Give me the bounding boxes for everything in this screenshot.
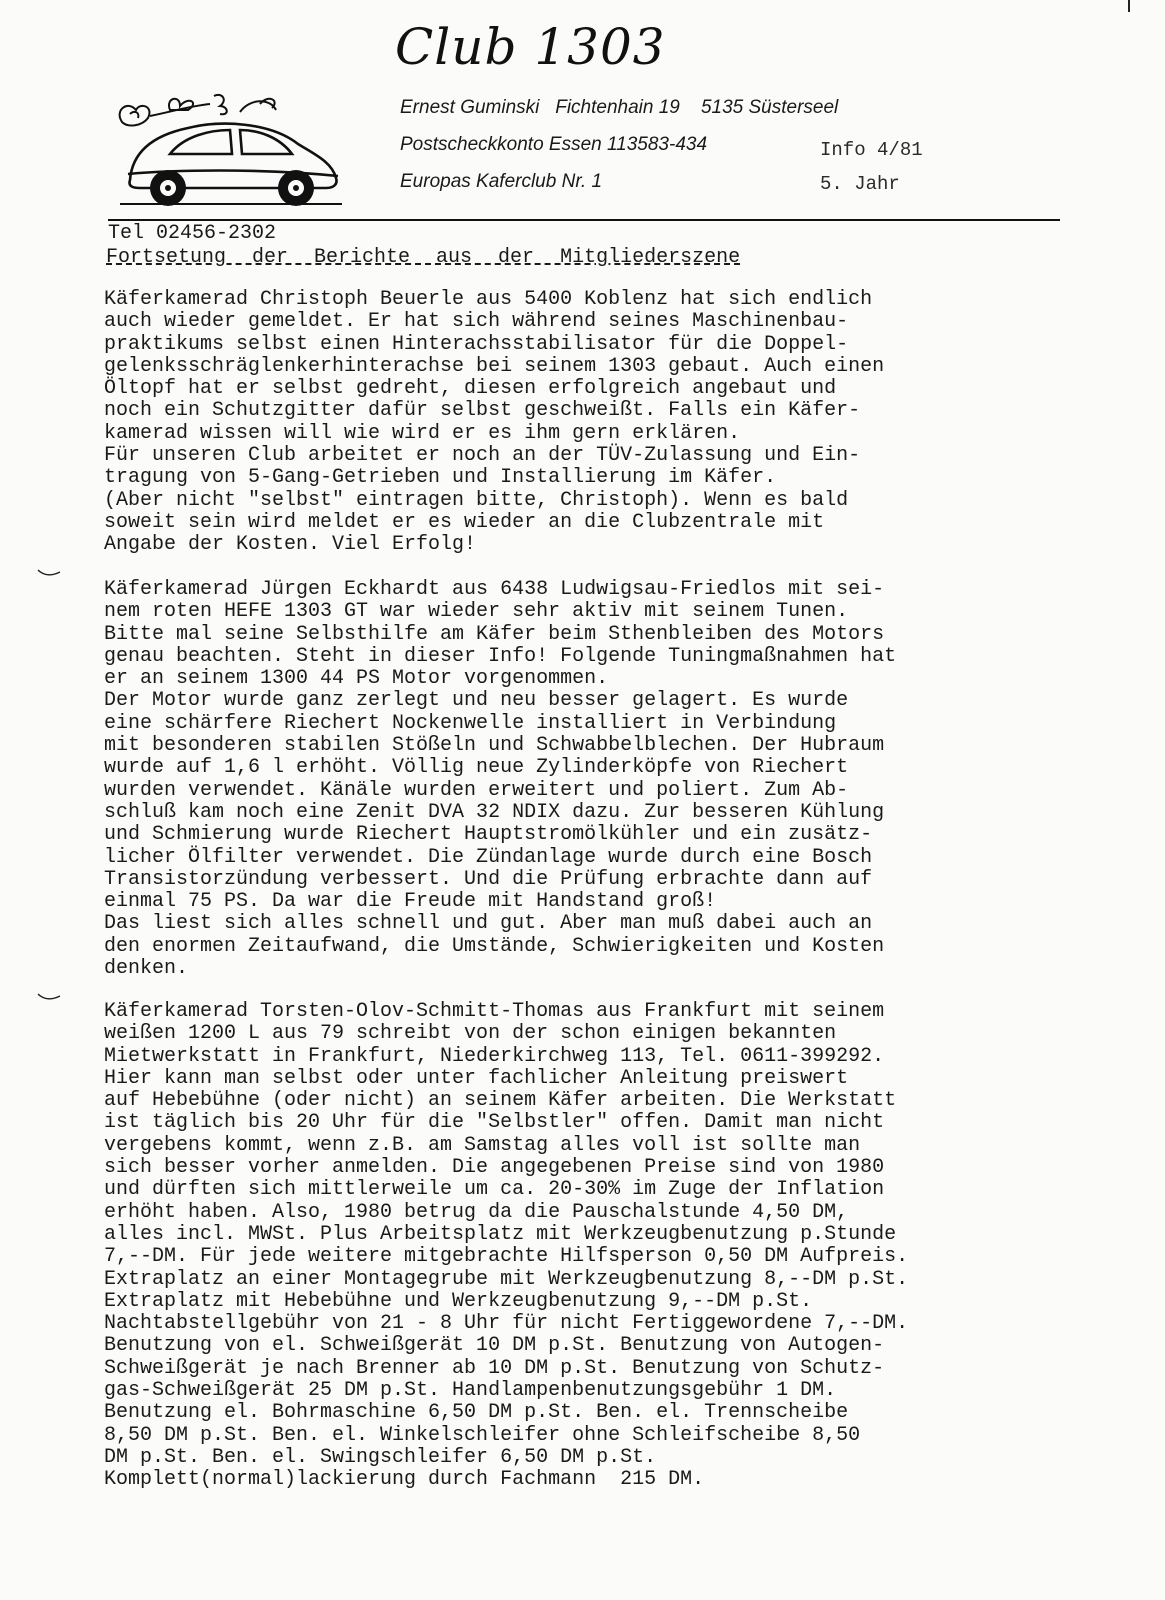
telephone: Tel 02456-2302 [108,222,277,245]
text-line: weißen 1200 L aus 79 schreibt von der schon einigen bekannten [104,1022,837,1046]
text-line: Bitte mal seine Selbsthilfe am Käfer beim Sthenbleiben des Motors [104,622,885,646]
club-title: Club 1303 [395,18,666,76]
text-line: gas-Schweißgerät 25 DM p.St. Handlampenbenutzungsgebühr 1 DM. [104,1379,837,1403]
club-account: Postscheckkonto Essen 113583-434 [400,134,708,155]
text-line: er an seinem 1300 44 PS Motor vorgenommen. [104,667,609,691]
text-line: vergebens kommt, wenn z.B. am Samstag alles voll ist sollte man [104,1133,861,1157]
text-line: Käferkamerad Jürgen Eckhardt aus 6438 Ludwigsau-Friedlos mit sei- [104,578,885,601]
text-line: Schweißgerät je nach Brenner ab 10 DM p.St. Benutzung von Schutz- [104,1356,885,1380]
section-heading: Fortsetung der Berichte aus der Mitgliederszene [106,246,741,269]
text-line: denken. [104,957,189,981]
text-line: Öltopf hat er selbst gedreht, diesen erfolgreich angebaut und [104,377,837,401]
text-line: Hier kann man selbst oder unter fachlicher Anleitung preiswert [104,1066,849,1090]
text-line: kamerad wissen will wie wird er es ihm gern erklären. [104,421,741,445]
text-line: nem roten HEFE 1303 GT war wieder sehr aktiv mit seinem Tunen. [104,600,849,624]
text-line: Transistorzündung verbessert. Und die Prüfung erbrachte dann auf [104,867,873,891]
text-line: Käferkamerad Torsten-Olov-Schmitt-Thomas aus Frankfurt mit seinem [104,1000,885,1023]
text-line: schluß kam noch eine Zenit DVA 32 NDIX dazu. Zur besseren Kühlung [104,800,885,824]
text-line: praktikums selbst einen Hinterachsstabilisator für die Doppel- [104,332,849,356]
text-line: 7,--DM. Für jede weitere mitgebrachte Hilfsperson 0,50 DM Aufpreis. [104,1245,909,1269]
report-schmitt-thomas [104,1001,1004,1492]
club-tagline: Europas Kaferclub Nr. 1 [400,171,603,192]
club-address: Ernest Guminski Fichtenhain 19 5135 Süsterseel [400,97,839,118]
text-line: Der Motor wurde ganz zerlegt und neu besser gelagert. Es wurde [104,689,849,713]
text-line: gelenksschräglenkerhinterachse bei seinem 1303 gebaut. Auch einen [104,354,885,378]
text-line: Käferkamerad Christoph Beuerle aus 5400 Koblenz hat sich endlich [104,288,873,311]
report-beuerle [104,289,1004,557]
text-line: und Schmierung wurde Riechert Hauptstromölkühler und ein zusätz- [104,823,873,847]
text-line: Angabe der Kosten. Viel Erfolg! [104,533,477,557]
margin-mark [36,992,62,1002]
text-line: noch ein Schutzgitter dafür selbst geschweißt. Falls ein Käfer- [104,399,861,423]
text-line: Extraplatz an einer Montagegrube mit Werkzeugbenutzung 8,--DM p.St. [104,1267,909,1291]
text-line: wurden verwendet. Känäle wurden erweitert und poliert. Zum Ab- [104,778,849,802]
text-line: licher Ölfilter verwendet. Die Zündanlage wurde durch eine Bosch [104,845,873,869]
text-line: Benutzung von el. Schweißgerät 10 DM p.St. Benutzung von Autogen- [104,1334,885,1358]
text-line: den enormen Zeitaufwand, die Umstände, Schwierigkeiten und Kosten [104,934,885,958]
text-line: Komplett(normal)lackierung durch Fachmann 215 DM. [104,1468,705,1492]
text-line: Benutzung el. Bohrmaschine 6,50 DM p.St. Ben. el. Trennscheibe [104,1401,849,1425]
text-line: auf Hebebühne (oder nicht) an seinem Käfer arbeiten. Die Werkstatt [104,1089,897,1113]
info-number: Info 4/81 [820,139,923,161]
text-line: Nachtabstellgebühr von 21 - 8 Uhr für nicht Fertiggewordene 7,--DM. [104,1312,909,1336]
text-line: Mietwerkstatt in Frankfurt, Niederkirchweg 113, Tel. 0611-399292. [104,1044,885,1068]
text-line: sich besser vorher anmelden. Die angegebenen Preise sind von 1980 [104,1156,885,1180]
text-line: erhöht haben. Also, 1980 betrug da die Pauschalstunde 4,50 DM, [104,1200,849,1224]
scan-mark [1128,0,1130,12]
text-line: tragung von 5-Gang-Getrieben und Installierung im Käfer. [104,466,777,490]
text-line: soweit sein wird meldet er es wieder an die Clubzentrale mit [104,510,825,534]
text-line: auch wieder gemeldet. Er hat sich während seines Maschinenbau- [104,310,849,334]
text-line: eine schärfere Riechert Nockenwelle installiert in Verbindung [104,711,837,735]
text-line: genau beachten. Steht in dieser Info! Folgende Tuningmaßnahmen hat [104,644,897,668]
report-eckhardt [104,579,1004,980]
text-line: ist täglich bis 20 Uhr für die "Selbstler" offen. Damit man nicht [104,1111,885,1135]
text-line: und dürften sich mittlerweile um ca. 20-30% im Zuge der Inflation [104,1178,885,1202]
margin-mark [36,568,62,578]
text-line: mit besonderen stabilen Stößeln und Schwabbelblechen. Der Hubraum [104,734,885,758]
text-line: einmal 75 PS. Da war die Freude mit Handstand groß! [104,890,717,914]
text-line: DM p.St. Ben. el. Swingschleifer 6,50 DM p.St. [104,1445,657,1469]
header-divider [108,219,1060,221]
year-label: 5. Jahr [820,173,900,195]
text-line: Extraplatz mit Hebebühne und Werkzeugbenutzung 9,--DM p.St. [104,1289,813,1313]
beetle-car-logo-icon [110,92,350,212]
text-line: wurde auf 1,6 l erhöht. Völlig neue Zylinderköpfe von Riechert [104,756,849,780]
text-line: Das liest sich alles schnell und gut. Aber man muß dabei auch an [104,912,873,936]
text-line: alles incl. MWSt. Plus Arbeitsplatz mit Werkzeugbenutzung p.Stunde [104,1222,897,1246]
text-line: Für unseren Club arbeitet er noch an der TÜV-Zulassung und Ein- [104,444,861,468]
text-line: 8,50 DM p.St. Ben. el. Winkelschleifer ohne Schleifscheibe 8,50 [104,1423,861,1447]
text-line: (Aber nicht "selbst" eintragen bitte, Christoph). Wenn es bald [104,488,849,512]
